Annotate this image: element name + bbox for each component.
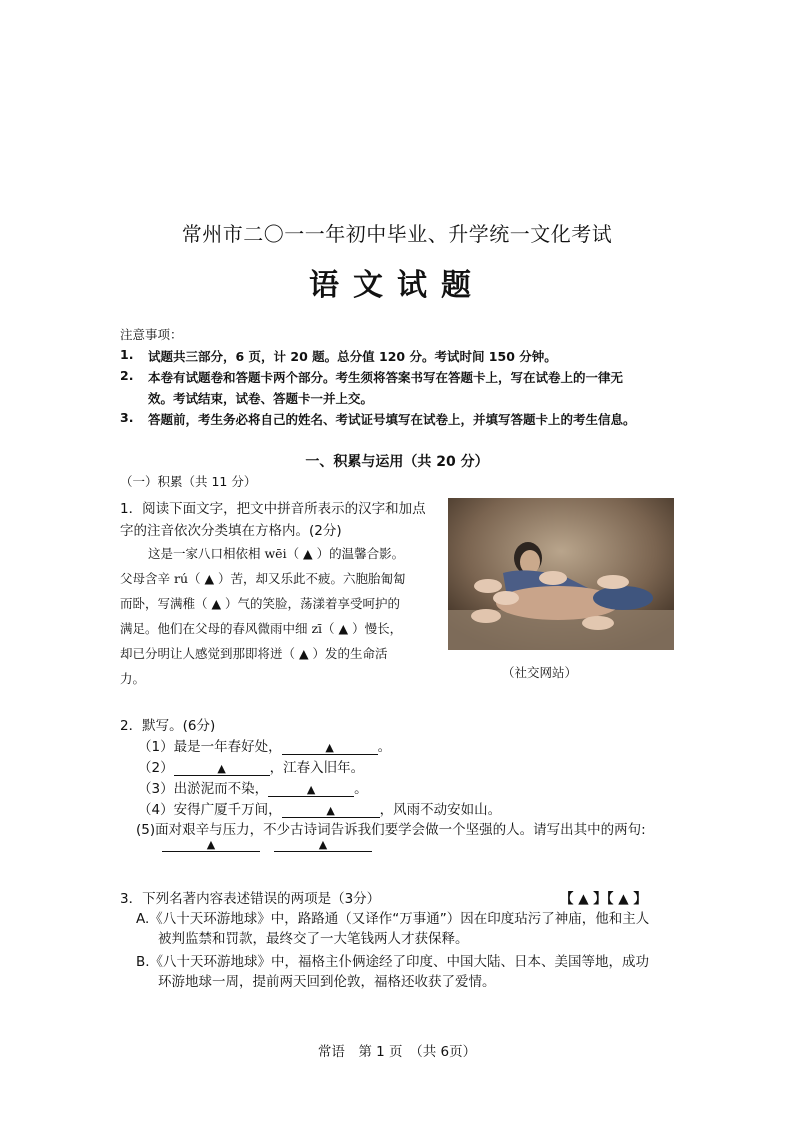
answer-blank[interactable] — [174, 760, 270, 776]
q3-option-a: A.《八十天环游地球》中，路路通（又译作“万事通”）因在印度玷污了神庙，他和主人 — [136, 911, 650, 927]
answer-blank[interactable] — [268, 781, 354, 797]
notice-item-2-cont: 效。考试结束，试卷、答题卡一并上交。 — [148, 391, 374, 406]
q2-item-5-blanks — [162, 836, 372, 852]
notice-num-2: 2. — [120, 368, 134, 383]
q1-para-2: 父母含辛 rú（ ▲ ）苦，却又乐此不疲。六胞胎匍匐 — [120, 571, 406, 586]
notice-item-3: 答题前，考生务必将自己的姓名、考试证号填写在试卷上，并填写答题卡上的考生信息。 — [148, 412, 636, 427]
notice-num-3: 3. — [120, 410, 134, 425]
notice-item-2: 本卷有试题卷和答题卡两个部分。考生须将答案书写在答题卡上，写在试卷上的一律无 — [148, 370, 624, 385]
page-footer: 常语 第 1 页 （共 6页） — [317, 1044, 477, 1060]
q2-item-3 — [138, 777, 368, 797]
q2-item-5: (5)面对艰辛与压力，不少古诗词告诉我们要学会做一个坚强的人。请写出其中的两句: — [136, 822, 646, 838]
q3-option-b: B.《八十天环游地球》中，福格主仆俩途经了印度、中国大陆、日本、美国等地，成功 — [136, 954, 650, 970]
page-title: 语文试题 — [309, 268, 485, 303]
section-title: 一、积累与运用（共 20 分） — [305, 454, 489, 470]
q2-item-1-text: （1）最是一年春好处， — [138, 739, 282, 755]
exam-subtitle: 常州市二〇一一年初中毕业、升学统一文化考试 — [181, 222, 613, 246]
q3-heading: 3．下列名著内容表述错误的两项是（3分） — [120, 891, 381, 907]
q3-option-a-cont: 被判监禁和罚款，最终交了一大笔钱两人才获保释。 — [158, 931, 469, 947]
triangle-icon: ▲ — [306, 783, 316, 796]
q2-item-2 — [138, 756, 364, 776]
answer-blank[interactable] — [162, 836, 260, 852]
notice-num-1: 1. — [120, 347, 134, 362]
q2-item-4-end: ，风雨不动安如山。 — [379, 802, 502, 818]
q3-option-b-cont: 环游地球一周，提前两天回到伦敦，福格还收获了爱情。 — [158, 974, 496, 990]
notice-heading: 注意事项： — [120, 327, 183, 342]
q2-item-2-end: ，江春入旧年。 — [269, 760, 365, 776]
triangle-icon: ▲ — [326, 804, 335, 817]
answer-blank[interactable] — [282, 739, 378, 755]
q2-item-1-end: 。 — [377, 739, 392, 755]
q1-line2: 字的注音依次分类填在方格内。(2分) — [120, 523, 342, 539]
triangle-icon: ▲ — [217, 762, 226, 775]
photo-caption: （社交网站） — [502, 665, 578, 680]
section-sub: （一）积累（共 11 分） — [120, 474, 257, 489]
q3-answer-brackets[interactable]: 【 ▲ 】【 ▲ 】 — [560, 891, 647, 907]
notice-item-1: 试题共三部分，6 页，计 20 题。总分值 120 分。考试时间 150 分钟。 — [148, 349, 557, 364]
q1-line1: 1．阅读下面文字，把文中拼音所表示的汉字和加点 — [120, 501, 426, 517]
q1-para-6: 力。 — [120, 671, 146, 686]
q2-heading: 2．默写。(6分) — [120, 718, 216, 734]
q2-item-3-end: 。 — [354, 781, 368, 797]
q1-para-1: 这是一家八口相依相 wēi（ ▲ ）的温馨合影。 — [148, 546, 405, 561]
q2-item-3-text: （3）出淤泥而不染， — [138, 781, 269, 797]
family-photo — [448, 498, 674, 650]
triangle-icon: ▲ — [206, 838, 216, 851]
answer-blank[interactable] — [282, 802, 380, 818]
triangle-icon: ▲ — [318, 838, 328, 851]
q2-item-4 — [138, 798, 501, 818]
q2-item-2-text: （2） — [138, 760, 174, 776]
q1-para-4: 满足。他们在父母的春风微雨中细 zī（ ▲ ）慢长， — [120, 621, 403, 636]
q1-para-3: 而卧，写满稚（ ▲ ）气的笑脸，荡漾着享受呵护的 — [120, 596, 401, 611]
q2-item-4-text: （4）安得广厦千万间， — [138, 802, 282, 818]
answer-blank[interactable] — [274, 836, 372, 852]
q2-item-1 — [138, 735, 391, 755]
triangle-icon: ▲ — [325, 741, 334, 754]
q1-para-5: 却已分明让人感觉到那即将迸（ ▲ ）发的生命活 — [120, 646, 388, 661]
